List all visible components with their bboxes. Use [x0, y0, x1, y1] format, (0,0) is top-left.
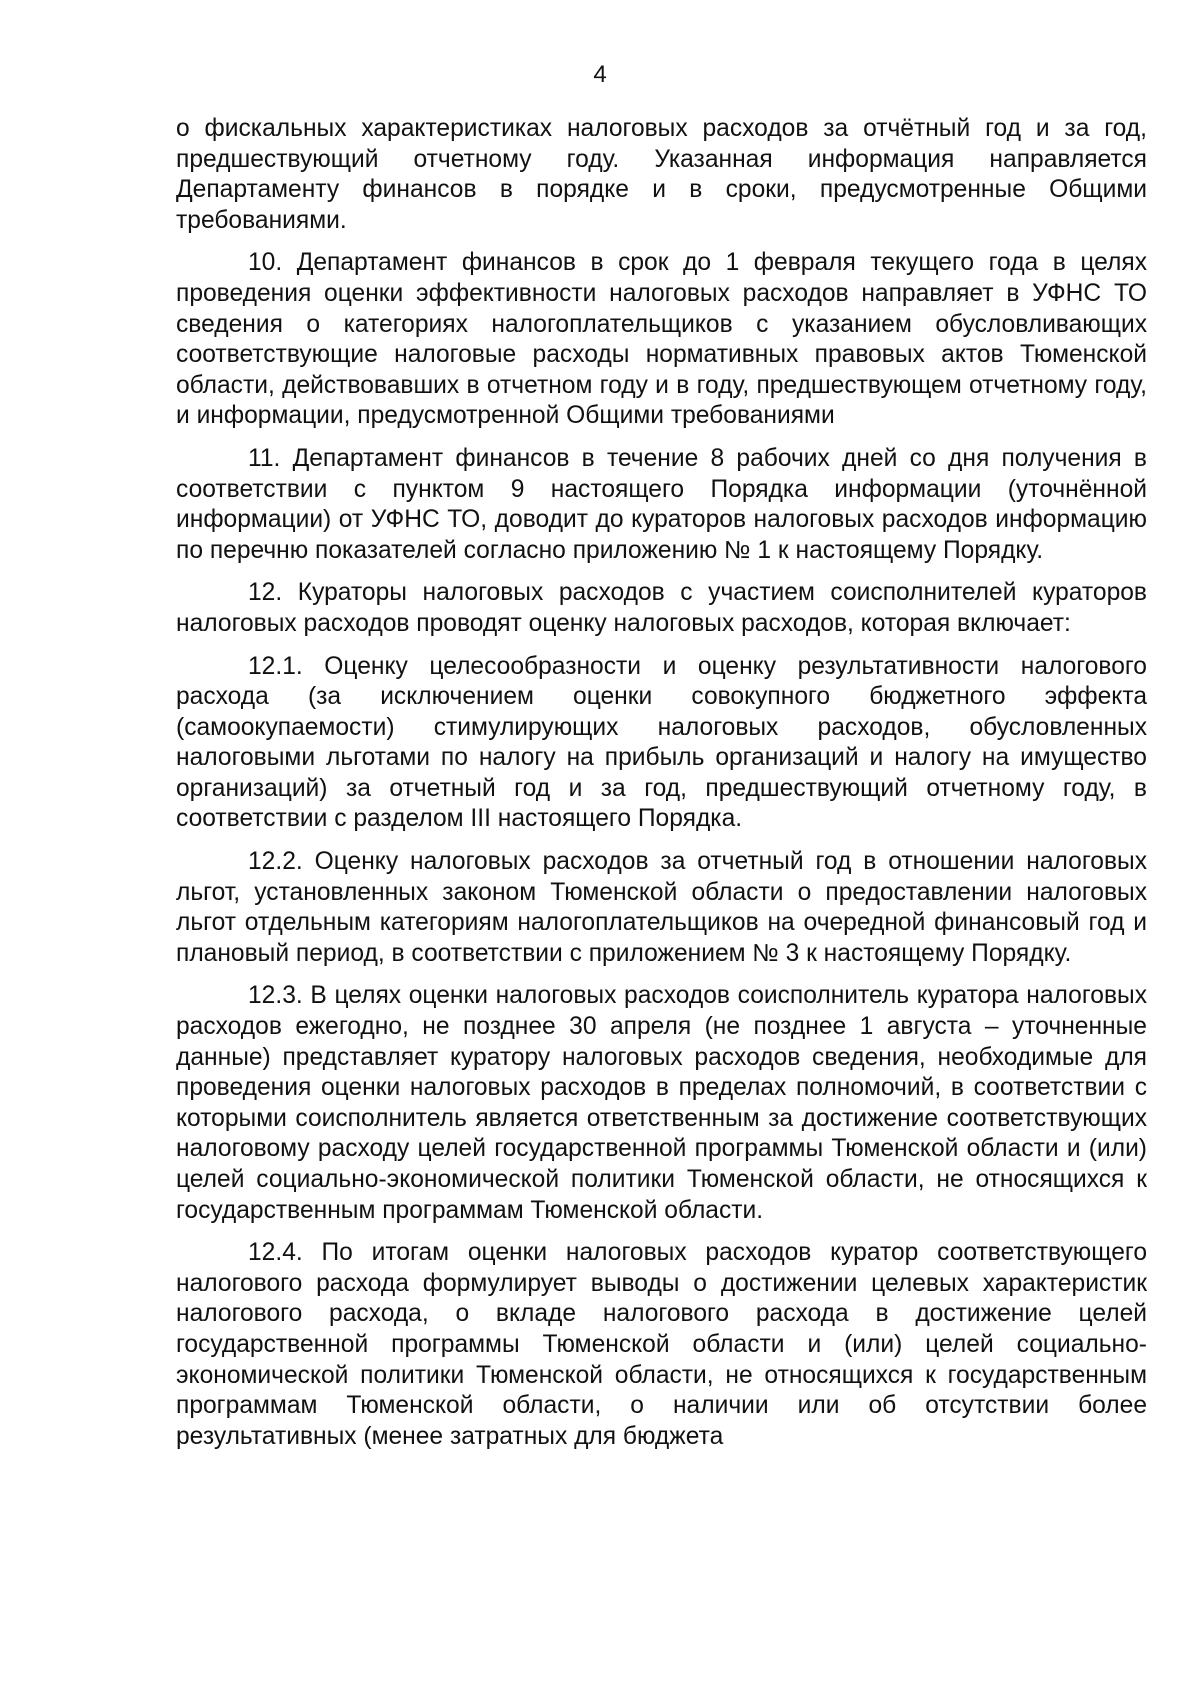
paragraph-continuation: о фискальных характеристиках налоговых расходов за отчётный год и за год, предшествующий отчетному году. Указанная информация направляется Департаменту финансов в порядке и в сроки, предусмотренные Общими требованиями.	[176, 115, 1147, 234]
paragraph-12-4: 12.4. По итогам оценки налоговых расходов куратор соответствующего налогового расхода формулирует выводы о достижении целевых характеристик налогового расхода, о вкладе налогового расхода в достижение целей государственной программы Тюменской области и (или) целей социально-экономической политики Тюменской области, не относящихся к государственным программам Тюменской области, о наличии или об отсутствии более результативных (менее затратных для бюджета	[176, 1239, 1147, 1450]
paragraph-12-3: 12.3. В целях оценки налоговых расходов соисполнитель куратора налоговых расходов ежегодно, не позднее 30 апреля (не позднее 1 августа – уточненные данные) представляет куратору налоговых расходов сведения, необходимые для проведения оценки налоговых расходов в пределах полномочий, в соответствии с которыми соисполнитель является ответственным за достижение соответствующих налоговому расходу целей государственной программы Тюменской области и (или) целей социально-экономической политики Тюменской области, не относящихся к государственным программам Тюменской области.	[176, 982, 1147, 1224]
paragraph-12-2: 12.2. Оценку налоговых расходов за отчетный год в отношении налоговых льгот, установленных законом Тюменской области о предоставлении налоговых льгот отдельным категориям налогоплательщиков на очередной финансовый год и плановый период, в соответствии с приложением № 3 к настоящему Порядку.	[176, 848, 1147, 967]
document-body	[176, 114, 1147, 1464]
paragraph-12: 12. Кураторы налоговых расходов с участием соисполнителей кураторов налоговых расходов проводят оценку налоговых расходов, которая включает:	[176, 579, 1147, 637]
page-number: 4	[593, 61, 607, 88]
paragraph-11: 11. Департамент финансов в течение 8 рабочих дней со дня получения в соответствии с пунктом 9 настоящего Порядка информации (уточнённой информации) от УФНС ТО, доводит до кураторов налоговых расходов информацию по перечню показателей согласно приложению № 1 к настоящему Порядку.	[176, 444, 1147, 564]
paragraph-10: 10. Департамент финансов в срок до 1 февраля текущего года в целях проведения оценки эффективности налоговых расходов направляет в УФНС ТО сведения о категориях налогоплательщиков с указанием обусловливающих соответствующие налоговые расходы нормативных правовых актов Тюменской области, действовавших в отчетном году и в году, предшествующем отчетному году, и информации, предусмотренной Общими требованиями	[176, 249, 1147, 430]
paragraph-12-1: 12.1. Оценку целесообразности и оценку результативности налогового расхода (за исключением оценки совокупного бюджетного эффекта (самоокупаемости) стимулирующих налоговых расходов, обусловленных налоговыми льготами по налогу на прибыль организаций и налогу на имущество организаций) за отчетный год и за год, предшествующий отчетному году, в соответствии с разделом III настоящего Порядка.	[176, 652, 1147, 833]
